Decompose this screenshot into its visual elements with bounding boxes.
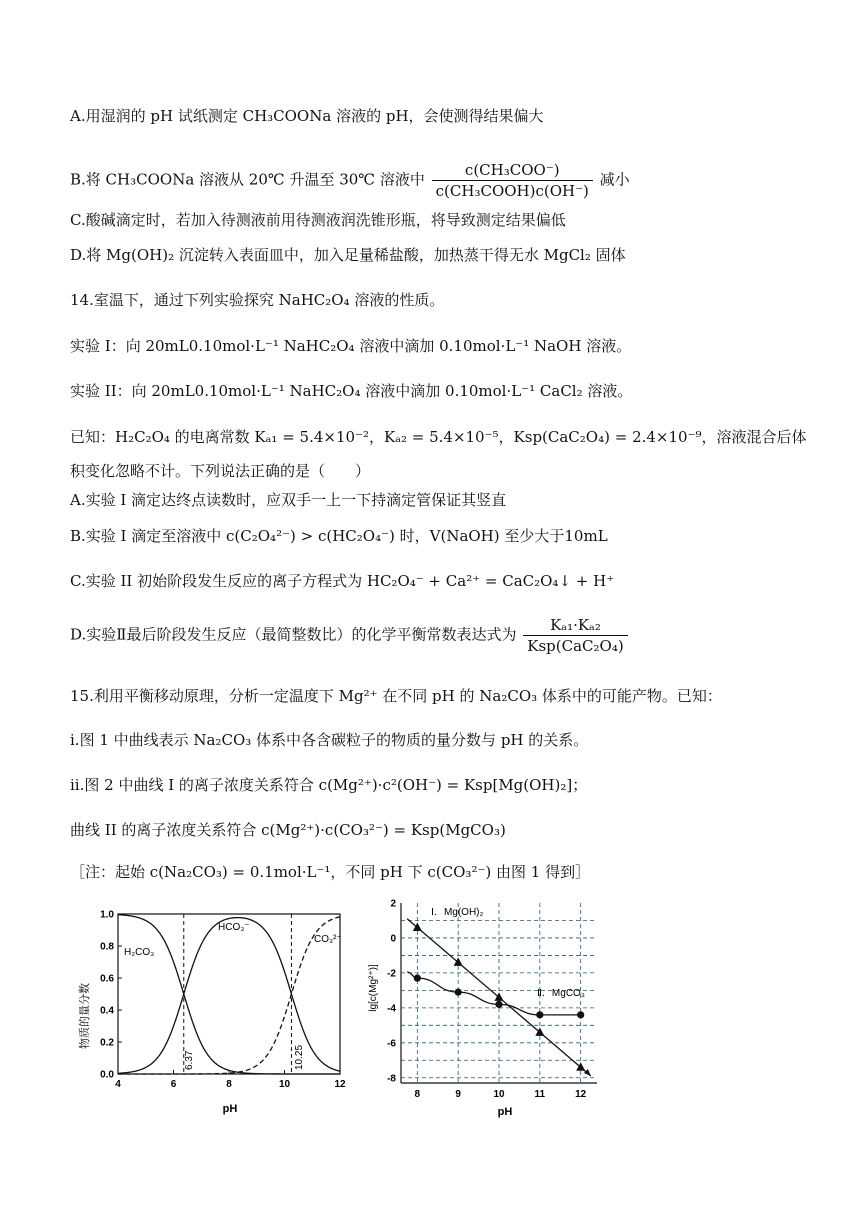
- q14-option-d: [70, 615, 630, 656]
- figure-2-point-mgoh2: [576, 1062, 585, 1071]
- figure-2-x-tick-label: 11: [534, 1089, 546, 1100]
- series-label-hco3: HCO₃⁻: [218, 922, 250, 933]
- q14-option-a: A.实验 I 滴定达终点读数时，应双手一上一下持滴定管保证其竖直: [70, 491, 507, 509]
- q15-condition-iii: 曲线 II 的离子浓度关系符合 c(Mg²⁺)·c(CO₃²⁻) = Ksp(MgCO₃): [70, 821, 506, 839]
- figure-2-x-tick-label: 10: [493, 1089, 505, 1100]
- q13-option-b: [70, 160, 630, 201]
- figure-2-point-mgco3: [536, 1011, 543, 1018]
- figure-2-point-mgco3: [414, 975, 421, 982]
- series-label-co3: CO₃²⁻: [314, 934, 342, 945]
- figure-2-x-tick-label: 9: [455, 1089, 461, 1100]
- figure-2-ylabel: lg[c(Mg²⁺)]: [368, 964, 379, 1012]
- q14-known-2: 积变化忽略不计。下列说法正确的是（ ）: [70, 462, 371, 480]
- figure-1-x-tick-label: 4: [115, 1079, 121, 1090]
- vline-label-10-25: 10.25: [294, 1044, 305, 1070]
- figure-2-xlabel: pH: [497, 1106, 513, 1118]
- fraction-numerator: c(CH₃COO⁻): [432, 160, 593, 181]
- figure-1-y-tick-label: 1.0: [100, 909, 114, 921]
- figure-2-y-tick-label: -8: [387, 1073, 396, 1085]
- fraction-denominator: c(CH₃COOH)c(OH⁻): [435, 182, 589, 200]
- figure-1-curve-h2co3: [118, 915, 340, 1074]
- vline-label-6-37: 6.37: [184, 1050, 195, 1070]
- figure-1-ylabel: 物质的量分数: [79, 983, 91, 1049]
- figure-1-x-tick-label: 12: [334, 1079, 346, 1090]
- figure-1-x-tick-label: 6: [170, 1079, 177, 1090]
- series-label-mgco3: Ⅱ．MgCO₃: [537, 988, 585, 999]
- figure-2-y-tick-label: -6: [387, 1038, 396, 1050]
- figure-2-point-mgoh2: [495, 992, 504, 1001]
- figure-1-plot-frame: [118, 914, 340, 1074]
- figure-1-chart: [70, 900, 360, 1122]
- figure-2-y-tick-label: -2: [387, 968, 396, 980]
- figure-1-y-tick-label: 0.8: [100, 941, 114, 953]
- fraction-numerator: Kₐ₁·Kₐ₂: [523, 615, 627, 636]
- figure-1-y-tick-label: 0.4: [100, 1005, 114, 1017]
- q15-condition-i: i.图 1 中曲线表示 Na₂CO₃ 体系中各含碳粒子的物质的量分数与 pH 的关系。: [70, 731, 589, 749]
- q13-option-d: D.将 Mg(OH)₂ 沉淀转入表面皿中，加入足量稀盐酸，加热蒸干得无水 MgCl₂ 固体: [70, 246, 626, 264]
- q14-option-d-text: D.实验Ⅱ最后阶段发生反应（最简整数比）的化学平衡常数表达式为: [70, 625, 517, 644]
- q15-condition-ii: ii.图 2 中曲线 I 的离子浓度关系符合 c(Mg²⁺)·c²(OH⁻) = Ksp[Mg(OH)₂]；: [70, 776, 588, 794]
- figure-1-y-tick-label: 0.2: [100, 1037, 114, 1049]
- fraction-denominator: Ksp(CaC₂O₄): [527, 637, 624, 655]
- figure-1-curve-hco3: [118, 918, 340, 1074]
- figure-2-point-mgoh2: [454, 957, 463, 966]
- figure-2-arrowhead: [584, 1069, 591, 1076]
- figure-2-y-tick-label: 0: [390, 933, 396, 945]
- figure-1-x-tick-label: 8: [226, 1079, 232, 1090]
- q13-option-c: C.酸碱滴定时，若加入待测液前用待测液润洗锥形瓶，将导致测定结果偏低: [70, 211, 566, 229]
- series-label-h2co3: H₂CO₃: [124, 947, 155, 958]
- figure-2-chart: [365, 893, 605, 1125]
- figure-2-point-mgco3: [495, 1001, 502, 1008]
- figure-2-point-mgco3: [455, 989, 462, 996]
- figure-2-point-mgoh2: [535, 1027, 544, 1036]
- series-label-mgoh2: Ⅰ．Mg(OH)₂: [431, 907, 484, 918]
- q13-option-b-tail: 减小: [599, 170, 630, 189]
- q13-option-a: A.用湿润的 pH 试纸测定 CH₃COONa 溶液的 pH，会使测得结果偏大: [70, 107, 544, 125]
- q13-option-b-text: B.将 CH₃COONa 溶液从 20℃ 升温至 30℃ 溶液中: [70, 170, 425, 189]
- figure-2-x-tick-label: 8: [414, 1089, 421, 1100]
- figure-2-point-mgco3: [577, 1011, 584, 1018]
- figure-1-y-tick-label: 0.6: [100, 973, 114, 985]
- q15-stem: 15.利用平衡移动原理，分析一定温度下 Mg²⁺ 在不同 pH 的 Na₂CO₃ 体系中的可能产物。已知：: [70, 687, 722, 705]
- q13-option-b-fraction: [432, 160, 593, 201]
- q14-stem: 14.室温下，通过下列实验探究 NaHC₂O₄ 溶液的性质。: [70, 291, 445, 309]
- figure-2-y-tick-label: 2: [390, 898, 396, 910]
- q14-option-d-fraction: [523, 615, 627, 656]
- q14-known-1: 已知：H₂C₂O₄ 的电离常数 Kₐ₁ = 5.4×10⁻²，Kₐ₂ = 5.4×10⁻⁵，Ksp(CaC₂O₄) = 2.4×10⁻⁹，溶液混合后体: [70, 428, 807, 446]
- figure-2-x-tick-label: 12: [575, 1089, 587, 1100]
- q14-option-c: C.实验 II 初始阶段发生反应的离子方程式为 HC₂O₄⁻ + Ca²⁺ = CaC₂O₄↓ + H⁺: [70, 572, 615, 590]
- figure-2-y-tick-label: -4: [387, 1003, 396, 1015]
- q15-note: ［注：起始 c(Na₂CO₃) = 0.1mol·L⁻¹，不同 pH 下 c(CO₃²⁻) 由图 1 得到］: [70, 863, 591, 881]
- figure-1-curve-co3: [118, 917, 340, 1074]
- figure-1-y-tick-label: 0.0: [100, 1069, 114, 1081]
- figure-1-xlabel: pH: [222, 1103, 238, 1115]
- figure-2-point-mgoh2: [413, 922, 422, 931]
- q14-experiment-1: 实验 I：向 20mL0.10mol·L⁻¹ NaHC₂O₄ 溶液中滴加 0.10mol·L⁻¹ NaOH 溶液。: [70, 337, 632, 355]
- figure-1-x-tick-label: 10: [278, 1079, 291, 1090]
- q14-experiment-2: 实验 II：向 20mL0.10mol·L⁻¹ NaHC₂O₄ 溶液中滴加 0.10mol·L⁻¹ CaCl₂ 溶液。: [70, 382, 633, 400]
- q14-option-b: B.实验 I 滴定至溶液中 c(C₂O₄²⁻) > c(HC₂O₄⁻) 时，V(NaOH) 至少大于10mL: [70, 527, 608, 545]
